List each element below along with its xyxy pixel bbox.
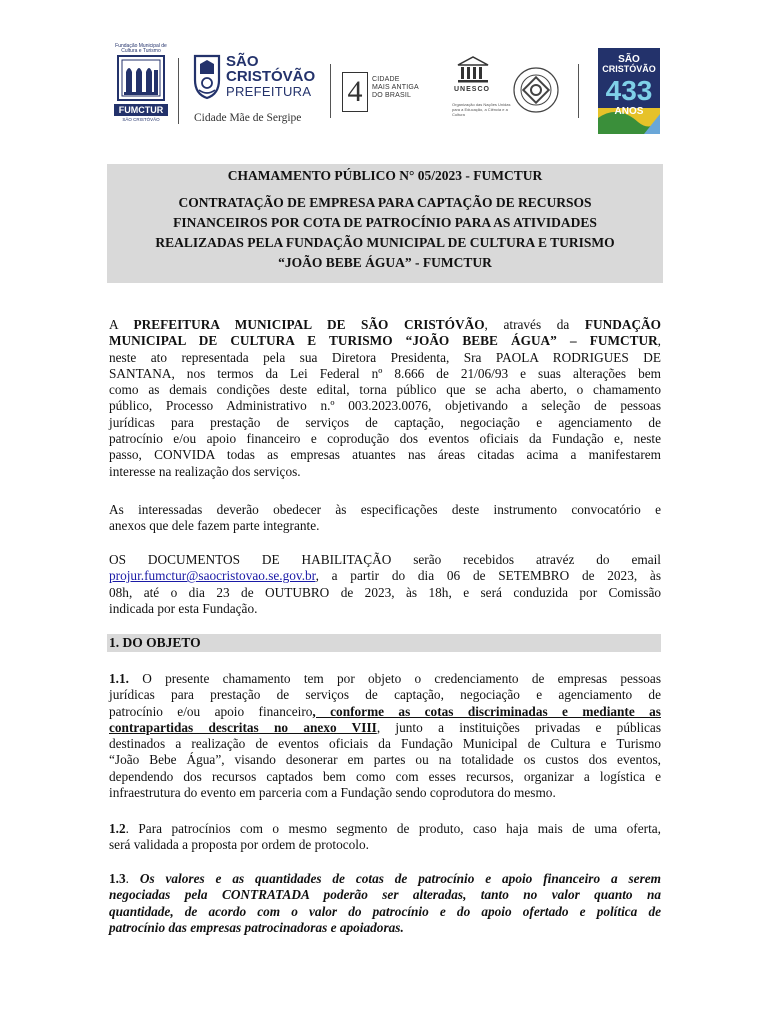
item12-line-2: será validada a proposta por ordem de protocolo.	[109, 837, 369, 853]
fumctur-top-text: Fundação Municipal de Cultura e Turismo	[115, 43, 167, 54]
quatro-number: 4	[342, 72, 368, 112]
p3-line-3: 08h, até o dia 23 de OUTUBRO de 2023, às 18h, e será conduzida por Comissão	[109, 584, 661, 600]
anos-label: ANOS	[614, 106, 644, 117]
p3-line-1: OS DOCUMENTOS DE HABILITAÇÃO serão recebidos atravéz do email	[109, 552, 661, 567]
intro-line-4: SANTANA, nos termos da Lei Federal nº 8.666 de 21/06/93 e suas alterações bem	[109, 365, 661, 381]
quatro-text	[372, 76, 419, 100]
intro-paragraph	[109, 317, 661, 480]
item11-line-5: destinados a realização de eventos oficiais da Fundação Municipal de Cultura e Turismo	[109, 736, 661, 752]
fumctur-logo	[112, 44, 170, 128]
item11-num: 1.1.	[109, 671, 129, 686]
item-1-2	[109, 821, 661, 854]
item11-line-7: dependendo dos recursos captados bem como com esses recursos, organizar a logística e	[109, 768, 661, 784]
item11-line-6: “João Bebe Água”, visando desonerar em partes ou na totalidade os custos dos eventos,	[109, 752, 661, 768]
item11-l3b: , conforme as cotas discriminadas e mediante as	[312, 703, 661, 719]
header-logos	[112, 44, 660, 134]
intro-prefeitura: PREFEITURA MUNICIPAL DE SÃO CRISTÓVÃO	[133, 317, 485, 332]
intro-line-7: jurídicas para prestação de serviços de captação, negociação e agenciamento de	[109, 414, 661, 430]
item13-line-2: negociadas pela CONTRATADA poderão ser alteradas, tanto no valor quanto na	[109, 887, 661, 903]
divider	[330, 64, 331, 118]
intro-line-2	[109, 333, 661, 349]
intro-comma: ,	[657, 333, 661, 349]
unesco-logo	[452, 56, 512, 126]
prefeitura-logo	[186, 50, 326, 130]
building-icon	[116, 52, 166, 102]
item12-l1: . Para patrocínios com o mesmo segmento de produto, caso haja mais de uma oferta,	[125, 821, 661, 836]
item13-l1: Os valores e as quantidades de cotas de patrocínio e apoio financeiro a serem	[139, 871, 662, 886]
item11-l1: O presente chamamento tem por objeto o credenciamento de empresas pessoas	[142, 671, 662, 686]
quatro-text-1: CIDADE	[372, 76, 400, 83]
anos-number: 433	[605, 75, 653, 106]
prefeitura-line3: PREFEITURA	[226, 84, 312, 99]
title-line-5: “JOÃO BEBE ÁGUA” - FUMCTUR	[278, 255, 492, 270]
prefeitura-slogan: Cidade Mãe de Sergipe	[194, 112, 302, 124]
intro-a: A	[109, 317, 118, 332]
intro-fundacao-2: MUNICIPAL DE CULTURA E TURISMO “JOÃO BEBE ÁGUA” – FUMCTUR	[109, 333, 658, 349]
unesco-org: Organização das Nações Unidas para a Educação, a Ciência e a Cultura	[452, 102, 511, 117]
item11-line-3	[109, 704, 661, 720]
anos-logo	[598, 48, 660, 134]
item-1-1	[109, 671, 661, 801]
intro-atraves: , através da	[484, 317, 570, 332]
item11-line-1	[109, 671, 661, 687]
crest-icon	[192, 52, 222, 100]
intro-line-8: patrocínio e/ou apoio financeiro e coprodução dos eventos oficiais da Fundação e, neste	[109, 431, 661, 447]
p2-line-2: anexos que dele fazem parte integrante.	[109, 518, 320, 534]
quatro-text-3: DO BRASIL	[372, 92, 412, 99]
p3-line-4: indicada por esta Fundação.	[109, 600, 258, 616]
title-line-1: CHAMAMENTO PÚBLICO N° 05/2023 - FUMCTUR	[227, 168, 543, 183]
intro-fundacao-1: FUNDAÇÃO	[584, 317, 661, 332]
section-heading-objeto: 1. DO OBJETO	[107, 634, 661, 652]
intro-line-9: passo, CONVIDA todas as empresas atuantes nas áreas citadas acima a manifestarem	[109, 447, 661, 463]
intro-line-5: como as demais condições deste edital, torna público que se acha aberto, o chamamento	[109, 382, 661, 398]
paragraph-3	[109, 552, 661, 617]
item13-num: 1.3	[109, 871, 126, 886]
item12-num: 1.2	[109, 821, 126, 836]
divider	[578, 64, 579, 118]
item11-line-2: jurídicas para prestação de serviços de captação, negociação e agenciamento de	[109, 687, 661, 703]
item13-dot: .	[125, 871, 129, 886]
item11-l4b: , junto a instituições privadas e públicas	[376, 719, 661, 735]
title-box	[107, 164, 663, 283]
anos-city-1: SÃO	[618, 54, 640, 65]
item13-line-3: quantidade, de acordo com o valor do patrocínio e do apoio ofertado e política de	[109, 903, 661, 919]
p3-line-2-rest: , a partir do dia 06 de SETEMBRO de 2023, às	[315, 568, 661, 584]
item-1-3	[109, 871, 661, 936]
world-heritage-icon	[512, 66, 560, 114]
fumctur-label: FUMCTUR	[114, 104, 168, 116]
anniversary-badge	[598, 48, 660, 134]
title-line-3: FINANCEIROS POR COTA DE PATROCÍNIO PARA AS ATIVIDADES	[173, 215, 597, 230]
item11-l3a: patrocínio e/ou apoio financeiro	[109, 703, 313, 719]
unesco-label: UNESCO	[454, 86, 490, 93]
item13-line-4: patrocínio das empresas patrocinadoras e apoiadoras.	[109, 919, 404, 935]
intro-line-10: interesse na realização dos serviços.	[109, 463, 301, 479]
divider	[178, 58, 179, 124]
item11-line-8: infraestrutura do evento em parceria com a Fundação sendo coprodutora do mesmo.	[109, 785, 556, 801]
item11-line-4	[109, 720, 661, 736]
fumctur-sub: SÃO CRISTÓVÃO	[122, 117, 160, 122]
intro-line-1	[109, 317, 661, 333]
intro-line-3: neste ato representada pela sua Diretora Presidenta, Sra PAOLA RODRIGUES DE	[109, 349, 661, 365]
item13-line-1	[109, 871, 661, 887]
title-line-2: CONTRATAÇÃO DE EMPRESA PARA CAPTAÇÃO DE RECURSOS	[178, 195, 592, 210]
intro-line-6: público, Processo Administrativo n.º 003.2023.0076, objetivando a seleção de pessoas	[109, 398, 661, 414]
quatro-text-2: MAIS ANTIGA	[372, 84, 419, 91]
paragraph-2	[109, 502, 661, 535]
p2-line-1: As interessadas deverão obedecer às especificações deste instrumento convocatório e	[109, 502, 661, 517]
email-link[interactable]: projur.fumctur@saocristovao.se.gov.br	[109, 568, 316, 584]
title-line-4: REALIZADAS PELA FUNDAÇÃO MUNICIPAL DE CULTURA E TURISMO	[155, 235, 615, 250]
temple-icon	[456, 56, 490, 84]
anos-city-2: CRISTÓVÃO	[602, 64, 656, 74]
item12-line-1	[109, 821, 661, 837]
quatro-logo	[342, 72, 442, 112]
prefeitura-line1: SÃO	[226, 53, 259, 70]
prefeitura-line2: CRISTÓVÃO	[226, 68, 316, 85]
item11-l4a: contrapartidas descritas no anexo VIII	[109, 719, 377, 735]
world-heritage-logo	[512, 66, 560, 114]
p3-line-2	[109, 568, 661, 584]
